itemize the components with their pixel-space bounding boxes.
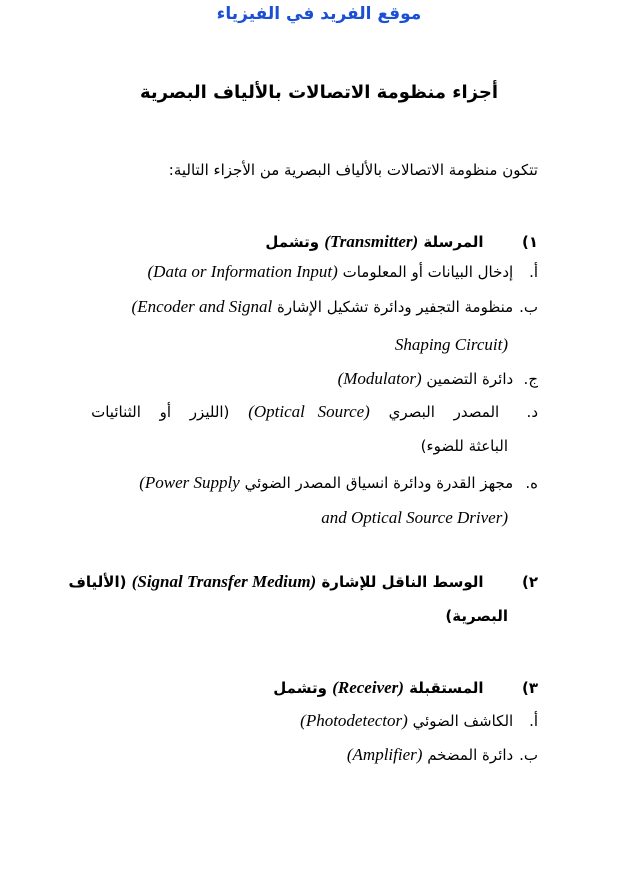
item-letter: د. xyxy=(526,403,538,421)
list-item-1a xyxy=(148,262,538,282)
item-text-after: (الليزر أو الثنائيات xyxy=(91,403,230,421)
item-text: المصدر البصري xyxy=(388,403,500,421)
section-1-title-en: (Transmitter) xyxy=(324,232,419,251)
list-item-1d xyxy=(91,402,538,422)
item-text: دائرة المضخم xyxy=(427,746,514,764)
list-item-1e-continuation xyxy=(321,508,508,528)
section-1-suffix: وتشمل xyxy=(265,233,320,251)
item-text: إدخال البيانات أو المعلومات xyxy=(342,263,514,281)
section-1-number: ١) xyxy=(521,233,538,251)
item-letter: ب. xyxy=(519,746,538,764)
item-text: مجهز القدرة ودائرة انسياق المصدر الضوئي xyxy=(244,474,514,492)
item-letter: ه. xyxy=(525,474,538,492)
item-text-en: (Data or Information Input) xyxy=(147,262,338,281)
site-title: موقع الفريد في الفيزياء xyxy=(216,4,422,24)
item-text-en: (Amplifier) xyxy=(346,745,423,764)
section-2-title-cont: البصرية) xyxy=(445,607,508,625)
item-letter: ب. xyxy=(519,298,538,316)
item-letter: أ. xyxy=(529,263,538,281)
item-text-en: (Photodetector) xyxy=(300,711,408,730)
section-3-number: ٣) xyxy=(521,679,538,697)
document-title: أجزاء منظومة الاتصالات بالألياف البصرية xyxy=(139,82,499,103)
item-letter: أ. xyxy=(529,712,538,730)
item-text-en: (Power Supply xyxy=(139,473,240,492)
section-2-title-en: (Signal Transfer Medium) xyxy=(131,572,317,591)
intro-paragraph xyxy=(169,160,538,180)
list-item-1d-continuation xyxy=(421,436,508,456)
section-2-title: الوسط الناقل للإشارة xyxy=(321,573,484,591)
section-3-suffix: وتشمل xyxy=(273,679,327,697)
item-text: منظومة التجفير ودائرة تشكيل الإشارة xyxy=(277,298,514,316)
section-2-suffix: (الألياف xyxy=(68,573,127,591)
section-2-heading-continuation xyxy=(445,606,508,626)
section-1-heading xyxy=(265,232,538,252)
item-text: الكاشف الضوئي xyxy=(412,712,514,730)
item-letter: ج. xyxy=(523,370,538,388)
item-text: دائرة التضمين xyxy=(426,370,514,388)
section-3-heading xyxy=(273,678,538,698)
list-item-1c xyxy=(338,369,538,389)
item-text-en-cont: Shaping Circuit) xyxy=(394,335,508,354)
section-2-number: ٢) xyxy=(521,573,538,591)
item-text-en: (Encoder and Signal xyxy=(131,297,273,316)
section-2-heading xyxy=(68,572,538,592)
section-1-title: المرسلة xyxy=(423,233,484,251)
list-item-1b-continuation xyxy=(395,335,508,355)
list-item-1b xyxy=(132,297,538,317)
item-text-cont: الباعثة للضوء) xyxy=(420,437,508,455)
item-text-en-cont: and Optical Source Driver) xyxy=(321,508,508,527)
item-text-en: (Optical Source) xyxy=(248,402,370,421)
list-item-3a xyxy=(300,711,538,731)
section-3-title-en: (Receiver) xyxy=(332,678,404,697)
intro-text: تتكون منظومة الاتصالات بالألياف البصرية من الأجزاء التالية: xyxy=(168,161,538,179)
item-text-en: (Modulator) xyxy=(337,369,422,388)
list-item-3b xyxy=(347,745,538,765)
list-item-1e xyxy=(139,473,538,493)
section-3-title: المستقبلة xyxy=(409,679,484,697)
